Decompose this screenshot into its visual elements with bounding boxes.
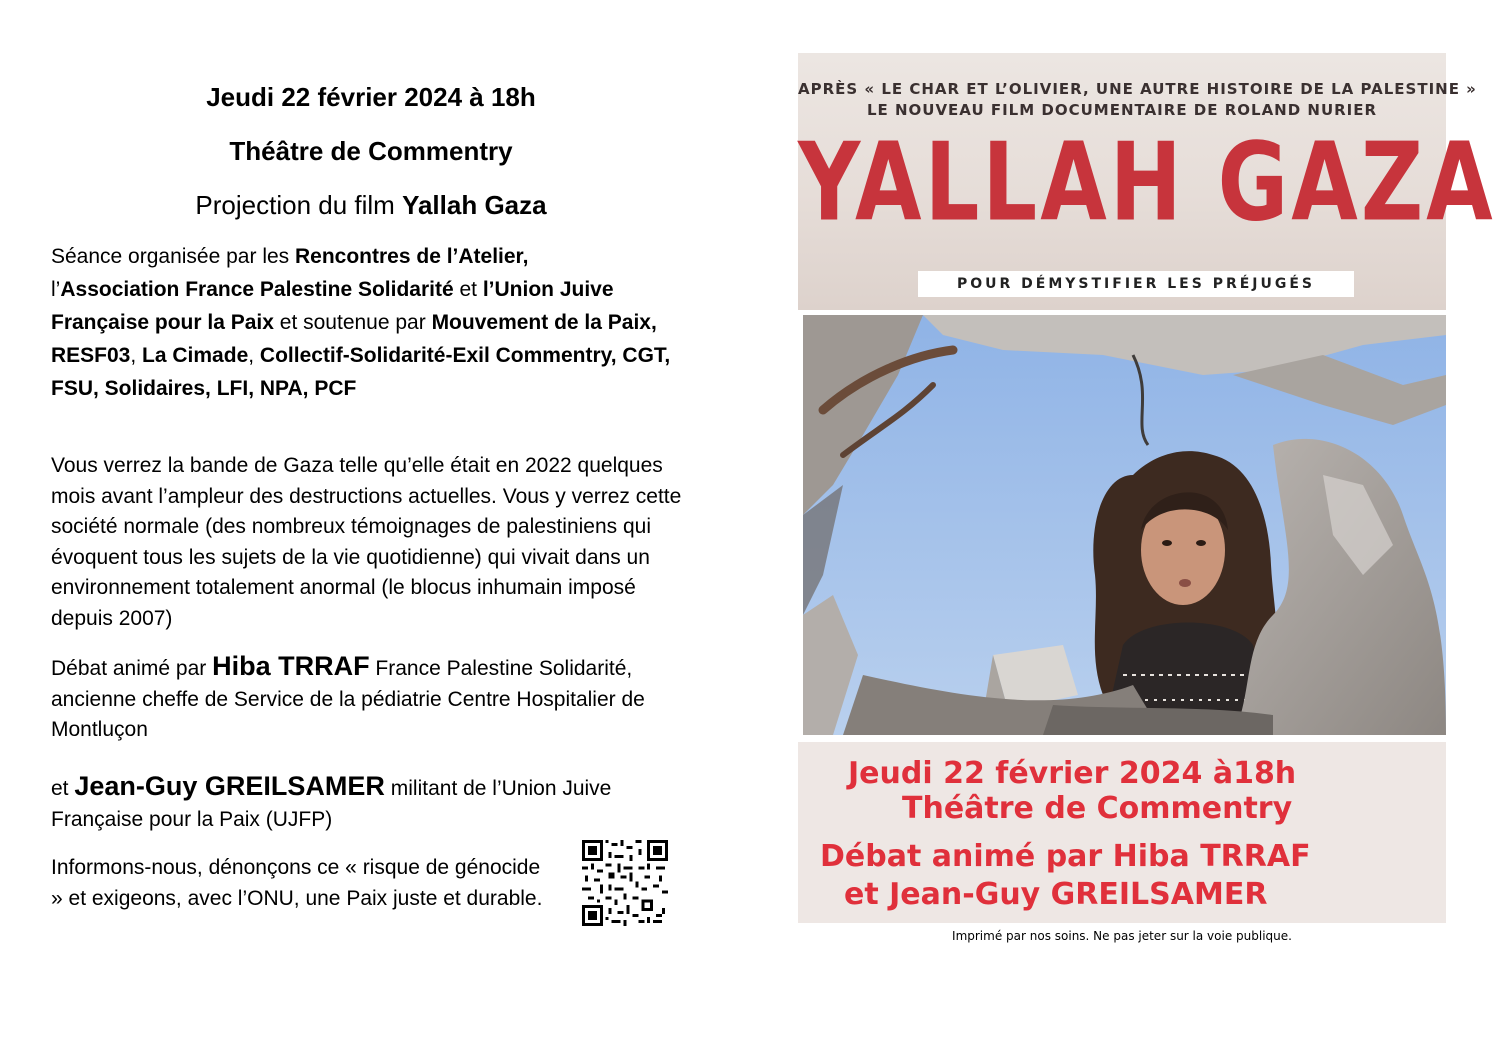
poster-tagline: POUR DÉMYSTIFIER LES PRÉJUGÉS (918, 271, 1354, 297)
poster-header (798, 53, 1496, 310)
description-paragraph: Vous verrez la bande de Gaza telle qu’elle était en 2022 quelques mois avant l’ampleur des destructions actuelles. Vous y verrez cette société normale (des nombreux témoignages de palestiniens qui évoquent tous les sujets de la vie quotidienne) qui vivait dans un environnement totalement anormal (le blocus inhumain imposé depuis 2007) (51, 454, 682, 630)
venue-heading: Théâtre de Commentry (229, 136, 513, 166)
org-text: l’ (51, 278, 61, 301)
poster-event-date: Jeudi 22 février 2024 à18h (848, 756, 1297, 791)
org-name: l’Union Juive Française pour la Paix (51, 278, 614, 334)
debate-paragraph-2 (51, 771, 671, 835)
poster-event-venue: Théâtre de Commentry (902, 791, 1293, 826)
qr-code[interactable] (582, 840, 668, 926)
debate1-rest: France Palestine Solidarité, ancienne cheffe de Service de la pédiatrie Centre Hospitalier de Montluçon (51, 657, 645, 741)
org-name: Rencontres de l’Atelier, (295, 245, 529, 268)
org-text: et soutenue par (273, 311, 432, 334)
organisers-paragraph (51, 240, 711, 405)
projection-heading (51, 189, 691, 221)
org-text: , (248, 344, 260, 367)
debate2-name: Jean-Guy GREILSAMER (74, 771, 385, 801)
poster-photo (803, 315, 1446, 735)
org-name: La Cimade (142, 344, 249, 367)
poster-event-panel (798, 742, 1446, 923)
debate1-name: Hiba TRRAF (212, 651, 370, 681)
projection-prefix: Projection du film (195, 190, 403, 220)
debate2-rest: militant de l’Union Juive Française pour la Paix (UJFP) (51, 777, 612, 831)
org-name: Association France Palestine Solidarité (60, 278, 454, 301)
org-text: Séance organisée par les (51, 245, 295, 268)
org-text: et (453, 278, 483, 301)
poster-event-debate-2: et Jean-Guy GREILSAMER (844, 877, 1268, 912)
event-date-heading: Jeudi 22 février 2024 à 18h (206, 82, 536, 112)
qr-code-icon (582, 840, 668, 926)
org-name: Collectif-Solidarité-Exil Commentry, CGT, FSU, Solidaires, LFI, NPA, PCF (51, 344, 671, 400)
closing-paragraph: Informons-nous, dénonçons ce « risque de génocide » et exigeons, avec l’ONU, une Paix juste et durable. (51, 856, 543, 910)
org-name: Mouvement de la Paix, RESF03 (51, 311, 657, 367)
debate-paragraph-1 (51, 651, 671, 746)
org-text: , (130, 344, 143, 367)
poster-title: YALLAH GAZA (798, 120, 1496, 246)
debate2-prefix: et (51, 777, 75, 800)
girl-in-rubble-illustration (803, 315, 1446, 735)
poster-credit-line-1: APRÈS « LE CHAR ET L’OLIVIER, UNE AUTRE HISTOIRE DE LA PALESTINE » (798, 80, 1477, 98)
poster-event-debate: Débat animé par Hiba TRRAF (820, 839, 1311, 874)
debate1-prefix: Débat animé par (51, 657, 213, 680)
poster-credit-line-2: LE NOUVEAU FILM DOCUMENTAIRE DE ROLAND NURIER (866, 101, 1378, 119)
print-notice: Imprimé par nos soins. Ne pas jeter sur la voie publique. (952, 929, 1292, 943)
film-title: Yallah Gaza (402, 190, 547, 220)
